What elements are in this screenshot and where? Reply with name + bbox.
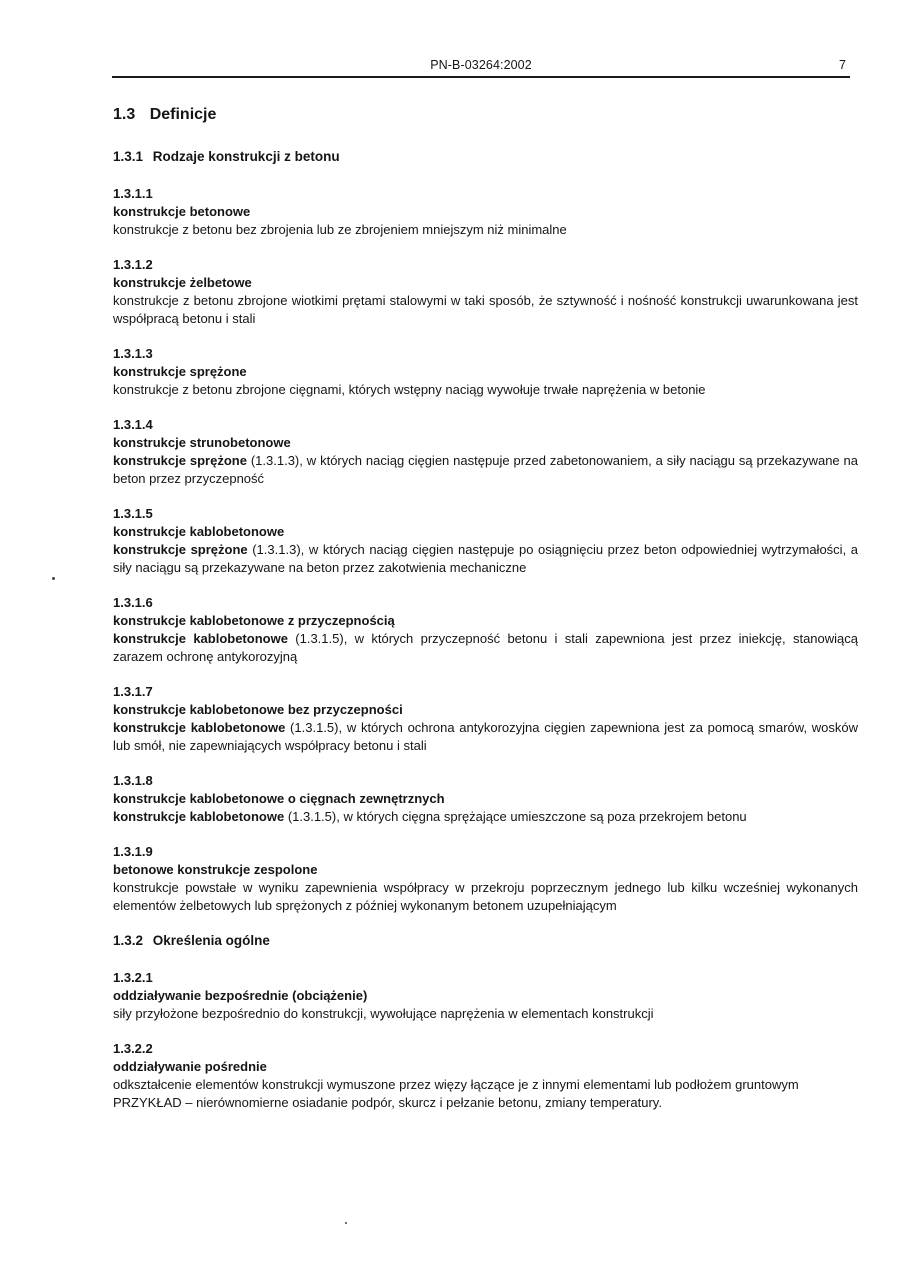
entry-number: 1.3.1.3 bbox=[113, 346, 153, 361]
definition-text: , w których ochrona antykorozyjna cięgien zapewniona jest za pomocą smarów, wosków lub smół, nie zapewniających współpracy betonu i stali bbox=[113, 720, 859, 753]
entry-term: konstrukcje sprężone bbox=[113, 364, 247, 379]
entry-number: 1.3.1.8 bbox=[113, 773, 153, 788]
entry-term: betonowe konstrukcje zespolone bbox=[113, 862, 318, 877]
section-number: 1.3 bbox=[113, 106, 136, 123]
subsection-heading bbox=[113, 932, 858, 950]
entry-term: konstrukcje kablobetonowe bbox=[113, 524, 285, 539]
section-title: Definicje bbox=[149, 106, 217, 123]
reference-term: konstrukcje kablobetonowe bbox=[113, 631, 288, 646]
entry-term: konstrukcje betonowe bbox=[113, 204, 251, 219]
entry-term: konstrukcje kablobetonowe o cięgnach zewnętrznych bbox=[113, 791, 445, 806]
definition-text: , w których przyczepność betonu i stali zapewniona jest przez iniekcję, stanowiącą zarazem ochronę antykorozyjną bbox=[113, 631, 859, 664]
entry-number: 1.3.1.4 bbox=[113, 417, 153, 432]
entry-definition: konstrukcje powstałe w wyniku zapewnienia współpracy w przekroju poprzecznym jednego lub kilku wcześniej wykonanych elementów żelbetowych lub sprężonych z później wykonanym betonem uzupełniającym bbox=[113, 880, 858, 913]
entry-definition bbox=[113, 808, 858, 826]
entry-number: 1.3.1.6 bbox=[113, 595, 153, 610]
entry-definition bbox=[113, 452, 858, 488]
definition-text: , w których cięgna sprężające umieszczone są poza przekrojem betonu bbox=[336, 809, 747, 824]
entry-definition bbox=[113, 541, 858, 577]
reference-term: konstrukcje kablobetonowe bbox=[113, 720, 286, 735]
definition-entry bbox=[113, 185, 858, 239]
entry-term: konstrukcje strunobetonowe bbox=[113, 435, 291, 450]
entry-number: 1.3.1.7 bbox=[113, 684, 153, 699]
reference-term: konstrukcje sprężone bbox=[113, 542, 248, 557]
definition-entry bbox=[113, 505, 858, 577]
section-heading bbox=[113, 104, 858, 126]
page-number: 7 bbox=[839, 58, 846, 72]
page-header bbox=[112, 56, 850, 78]
entry-definition bbox=[113, 719, 858, 755]
reference-term: konstrukcje kablobetonowe bbox=[113, 809, 285, 824]
definition-entry bbox=[113, 683, 858, 755]
reference-number: (1.3.1.5) bbox=[285, 720, 339, 735]
reference-number: (1.3.1.3) bbox=[246, 453, 300, 468]
entry-number: 1.3.2.2 bbox=[113, 1041, 153, 1056]
entry-term: konstrukcje kablobetonowe bez przyczepności bbox=[113, 702, 403, 717]
entry-number: 1.3.1.5 bbox=[113, 506, 153, 521]
definition-entry bbox=[113, 969, 858, 1023]
entry-definition: odkształcenie elementów konstrukcji wymuszone przez więzy łączące je z innymi elementami lub podłożem gruntowym bbox=[113, 1077, 799, 1092]
subsection-heading bbox=[113, 148, 858, 166]
entry-definition bbox=[113, 630, 858, 666]
entry-number: 1.3.1.2 bbox=[113, 257, 153, 272]
entry-definition: konstrukcje z betonu zbrojone wiotkimi prętami stalowymi w taki sposób, że sztywność i nośność konstrukcji uwarunkowana jest współpracą betonu i stali bbox=[113, 293, 858, 326]
entry-number: 1.3.2.1 bbox=[113, 970, 153, 985]
entry-definition: konstrukcje z betonu bez zbrojenia lub ze zbrojeniem mniejszym niż minimalne bbox=[113, 222, 567, 237]
definition-entry bbox=[113, 256, 858, 328]
definition-entry bbox=[113, 416, 858, 488]
reference-number: (1.3.1.5) bbox=[284, 809, 337, 824]
entry-term: oddziaływanie pośrednie bbox=[113, 1059, 267, 1074]
reference-number: (1.3.1.3) bbox=[247, 542, 301, 557]
definition-entry bbox=[113, 843, 858, 915]
entry-definition: siły przyłożone bezpośrednio do konstrukcji, wywołujące naprężenia w elementach konstrukcji bbox=[113, 1006, 654, 1021]
entry-definition: konstrukcje z betonu zbrojone cięgnami, których wstępny naciąg wywołuje trwałe naprężenia w betonie bbox=[113, 382, 706, 397]
definition-text: , w których naciąg cięgien następuje przed zabetonowaniem, a siły naciągu są przekazywane na beton przez przyczepność bbox=[113, 453, 859, 486]
subsection-number: 1.3.2 bbox=[113, 933, 144, 948]
document-body bbox=[113, 104, 858, 1129]
scan-speck bbox=[345, 1222, 347, 1224]
entry-number: 1.3.1.9 bbox=[113, 844, 153, 859]
entry-number: 1.3.1.1 bbox=[113, 186, 153, 201]
definition-entry bbox=[113, 772, 858, 826]
definition-entry bbox=[113, 594, 858, 666]
entry-term: konstrukcje kablobetonowe z przyczepnością bbox=[113, 613, 395, 628]
scan-speck bbox=[52, 577, 55, 580]
subsection-title: Rodzaje konstrukcji z betonu bbox=[152, 149, 340, 164]
definition-entry bbox=[113, 1040, 858, 1112]
subsection-title: Określenia ogólne bbox=[152, 933, 270, 948]
entry-term: oddziaływanie bezpośrednie (obciążenie) bbox=[113, 988, 368, 1003]
definition-entry bbox=[113, 345, 858, 399]
subsection-number: 1.3.1 bbox=[113, 149, 144, 164]
reference-number: (1.3.1.5) bbox=[287, 631, 344, 646]
definition-text: , w których naciąg cięgien następuje po osiągnięciu przez beton odpowiedniej wytrzymałości, a siły naciągu są przekazywane na beton przez zakotwienia mechaniczne bbox=[113, 542, 858, 575]
entry-term: konstrukcje żelbetowe bbox=[113, 275, 252, 290]
example-note: PRZYKŁAD – nierównomierne osiadanie podpór, skurcz i pełzanie betonu, zmiany temperatury. bbox=[113, 1095, 662, 1110]
standard-code: PN-B-03264:2002 bbox=[430, 58, 532, 72]
reference-term: konstrukcje sprężone bbox=[113, 453, 247, 468]
